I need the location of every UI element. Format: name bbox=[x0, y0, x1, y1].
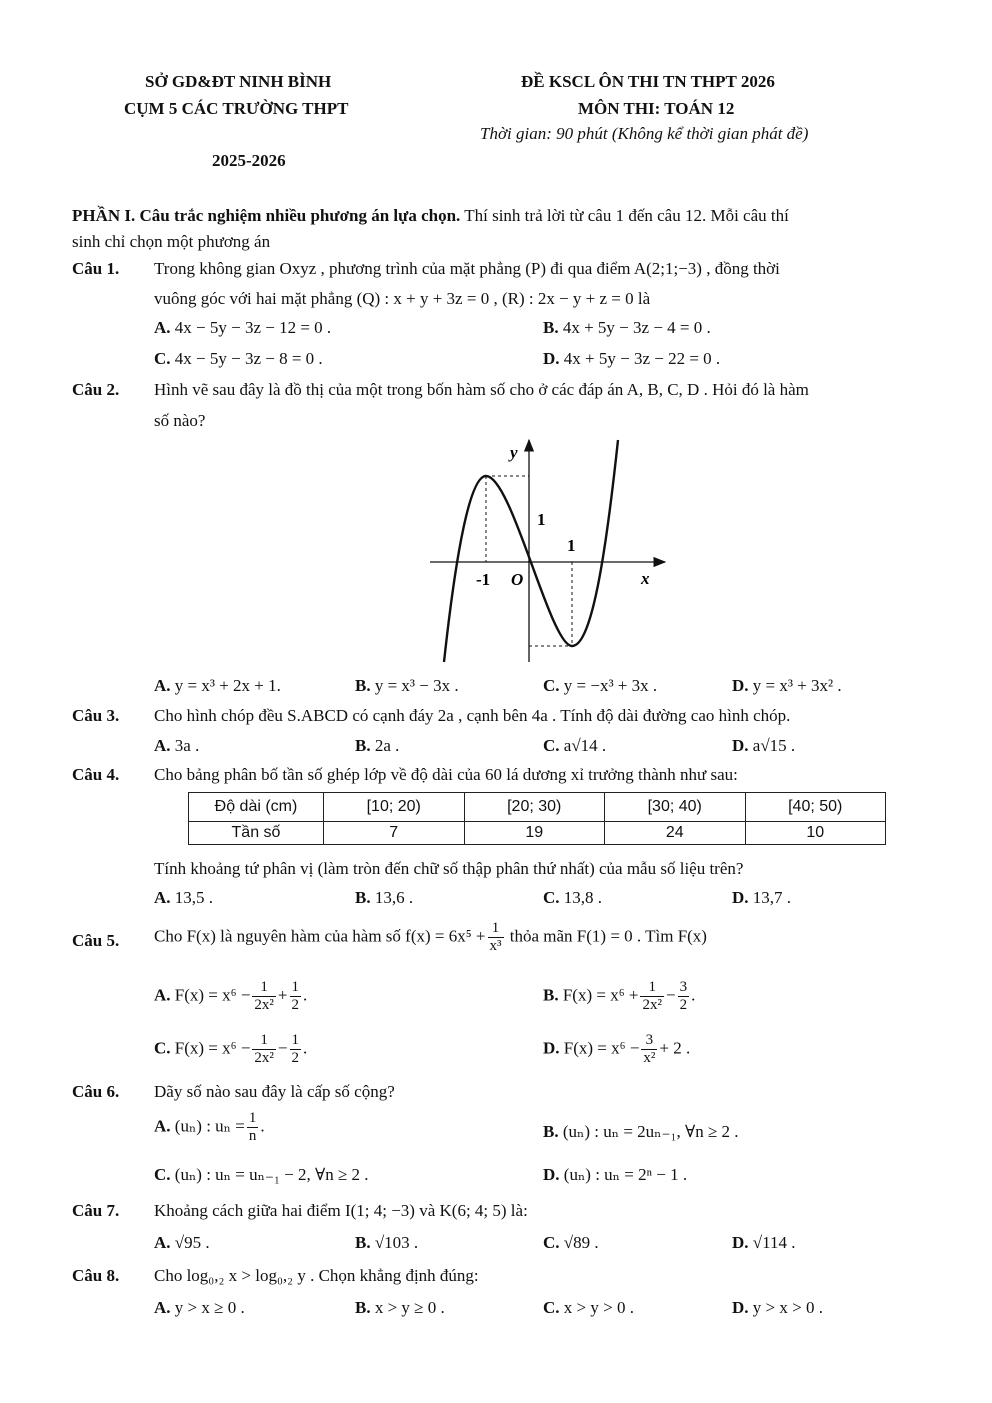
question-text: Trong không gian Oxyz , phương trình của mặt phẳng (P) đi qua điểm A(2;1;−3) , đồng thời bbox=[154, 259, 780, 278]
option-a[interactable]: A. 3a . bbox=[154, 736, 200, 755]
option-a[interactable]: A. √95 . bbox=[154, 1233, 210, 1252]
option-a[interactable]: A. 4x − 5y − 3z − 12 = 0 . bbox=[154, 318, 332, 337]
x-label: x bbox=[641, 569, 650, 588]
table-cell: 24 bbox=[605, 822, 746, 845]
question-text: Khoảng cách giữa hai điểm I(1; 4; −3) và K(6; 4; 5) là: bbox=[154, 1201, 528, 1220]
question-number: Câu 1. bbox=[72, 259, 120, 278]
table-cell: [40; 50) bbox=[745, 793, 886, 822]
option-c[interactable]: C. x > y > 0 . bbox=[543, 1298, 634, 1317]
table-cell: [10; 20) bbox=[324, 793, 465, 822]
y-label: y bbox=[510, 443, 518, 462]
function-curve bbox=[444, 440, 618, 662]
table-cell: [20; 30) bbox=[464, 793, 605, 822]
option-d[interactable]: D. a√15 . bbox=[732, 736, 796, 755]
question-number: Câu 4. bbox=[72, 765, 120, 784]
question-text: Cho log₀,₂ x > log₀,₂ y . Chọn khẳng định đúng: bbox=[154, 1266, 479, 1285]
option-a[interactable]: A. F(x) = x⁶ − $\frac{1}{\text{2x²}}$ + $\frac{1}{2}$ . bbox=[154, 979, 308, 1013]
table-row bbox=[189, 793, 886, 822]
option-d[interactable]: D. 4x + 5y − 3z − 22 = 0 . bbox=[543, 349, 721, 368]
part-instructions bbox=[72, 203, 924, 255]
option-c[interactable]: C. (uₙ) : uₙ = uₙ₋₁ − 2, ∀n ≥ 2 . bbox=[154, 1165, 369, 1184]
question-number: Câu 5. bbox=[72, 931, 120, 950]
origin-label: O bbox=[511, 570, 524, 589]
table-cell: Độ dài (cm) bbox=[189, 793, 324, 822]
school-cluster: CỤM 5 CÁC TRƯỜNG THPT bbox=[124, 99, 349, 118]
option-c[interactable]: C. a√14 . bbox=[543, 736, 607, 755]
table-cell: 10 bbox=[745, 822, 886, 845]
question-text: Cho bảng phân bố tần số ghép lớp về độ dài của 60 lá dương xỉ trưởng thành như sau: bbox=[154, 765, 738, 784]
option-d[interactable]: D. y = x³ + 3x² . bbox=[732, 676, 842, 695]
question-text: vuông góc với hai mặt phẳng (Q) : x + y + 3z = 0 , (R) : 2x − y + z = 0 là bbox=[154, 289, 651, 308]
part-desc: Thí sinh trả lời từ câu 1 đến câu 12. Mỗi câu thí bbox=[460, 206, 789, 225]
option-b[interactable]: B. 2a . bbox=[355, 736, 400, 755]
option-d[interactable]: D. F(x) = x⁶ − $\frac{3}{\text{x²}}$ + 2 . bbox=[543, 1032, 691, 1066]
table-cell: [30; 40) bbox=[605, 793, 746, 822]
question-text: Tính khoảng tứ phân vị (làm tròn đến chữ số thập phân thứ nhất) của mẫu số liệu trên? bbox=[154, 859, 744, 878]
table-cell: 19 bbox=[464, 822, 605, 845]
question-number: Câu 8. bbox=[72, 1266, 120, 1285]
tick-neg1: -1 bbox=[476, 570, 491, 589]
question-number: Câu 3. bbox=[72, 706, 120, 725]
question-text: Cho hình chóp đều S.ABCD có cạnh đáy 2a , cạnh bên 4a . Tính độ dài đường cao hình chóp. bbox=[154, 706, 791, 725]
part-title: PHẦN I. Câu trắc nghiệm nhiều phương án lựa chọn. bbox=[72, 206, 461, 225]
question-text: số nào? bbox=[154, 411, 206, 430]
option-c[interactable]: C. √89 . bbox=[543, 1233, 599, 1252]
option-b[interactable]: B. F(x) = x⁶ + $\frac{1}{\text{2x²}}$ − $\frac{3}{2}$ . bbox=[543, 979, 696, 1013]
option-b[interactable]: B. (uₙ) : uₙ = 2uₙ₋₁, ∀n ≥ 2 . bbox=[543, 1122, 739, 1141]
option-a[interactable]: A. (uₙ) : uₙ = $\frac{1}{n}$ . bbox=[154, 1110, 265, 1144]
table-cell: Tần số bbox=[189, 822, 324, 845]
question-text: Cho F(x) là nguyên hàm của hàm số f(x) = 6x⁵ + $\frac{1}{\text{x³}}$ thỏa mãn F(1) = 0 . Tìm F(x) bbox=[154, 920, 707, 954]
option-b[interactable]: B. √103 . bbox=[355, 1233, 419, 1252]
option-c[interactable]: C. 13,8 . bbox=[543, 888, 603, 907]
option-a[interactable]: A. 13,5 . bbox=[154, 888, 214, 907]
option-c[interactable]: C. y = −x³ + 3x . bbox=[543, 676, 658, 695]
question-number: Câu 2. bbox=[72, 380, 120, 399]
option-b[interactable]: B. x > y ≥ 0 . bbox=[355, 1298, 445, 1317]
option-d[interactable]: D. √114 . bbox=[732, 1233, 796, 1252]
option-c[interactable]: C. 4x − 5y − 3z − 8 = 0 . bbox=[154, 349, 323, 368]
question-text: Dãy số nào sau đây là cấp số cộng? bbox=[154, 1082, 395, 1101]
table-row bbox=[189, 822, 886, 845]
option-d[interactable]: D. (uₙ) : uₙ = 2ⁿ − 1 . bbox=[543, 1165, 688, 1184]
exam-time: Thời gian: 90 phút (Không kể thời gian phát đề) bbox=[480, 124, 809, 143]
option-a[interactable]: A. y > x ≥ 0 . bbox=[154, 1298, 245, 1317]
tick-1-x: 1 bbox=[567, 536, 576, 555]
school-dept: SỞ GD&ĐT NINH BÌNH bbox=[145, 72, 332, 91]
question-text: Hình vẽ sau đây là đồ thị của một trong bốn hàm số cho ở các đáp án A, B, C, D . Hỏi đó là hàm bbox=[154, 380, 809, 399]
school-year: 2025-2026 bbox=[212, 151, 286, 170]
option-c[interactable]: C. F(x) = x⁶ − $\frac{1}{\text{2x²}}$ − $\frac{1}{2}$ . bbox=[154, 1032, 308, 1066]
exam-title: ĐỀ KSCL ÔN THI TN THPT 2026 bbox=[521, 72, 775, 91]
cubic-graph bbox=[420, 432, 680, 664]
option-d[interactable]: D. y > x > 0 . bbox=[732, 1298, 823, 1317]
table-cell: 7 bbox=[324, 822, 465, 845]
option-b[interactable]: B. 13,6 . bbox=[355, 888, 414, 907]
question-number: Câu 6. bbox=[72, 1082, 120, 1101]
option-b[interactable]: B. y = x³ − 3x . bbox=[355, 676, 459, 695]
exam-subject: MÔN THI: TOÁN 12 bbox=[578, 99, 735, 118]
option-d[interactable]: D. 13,7 . bbox=[732, 888, 792, 907]
tick-1-y: 1 bbox=[537, 510, 546, 529]
frequency-table bbox=[188, 792, 886, 845]
option-b[interactable]: B. 4x + 5y − 3z − 4 = 0 . bbox=[543, 318, 711, 337]
question-number: Câu 7. bbox=[72, 1201, 120, 1220]
part-desc-2: sinh chỉ chọn một phương án bbox=[72, 232, 271, 251]
option-a[interactable]: A. y = x³ + 2x + 1. bbox=[154, 676, 281, 695]
